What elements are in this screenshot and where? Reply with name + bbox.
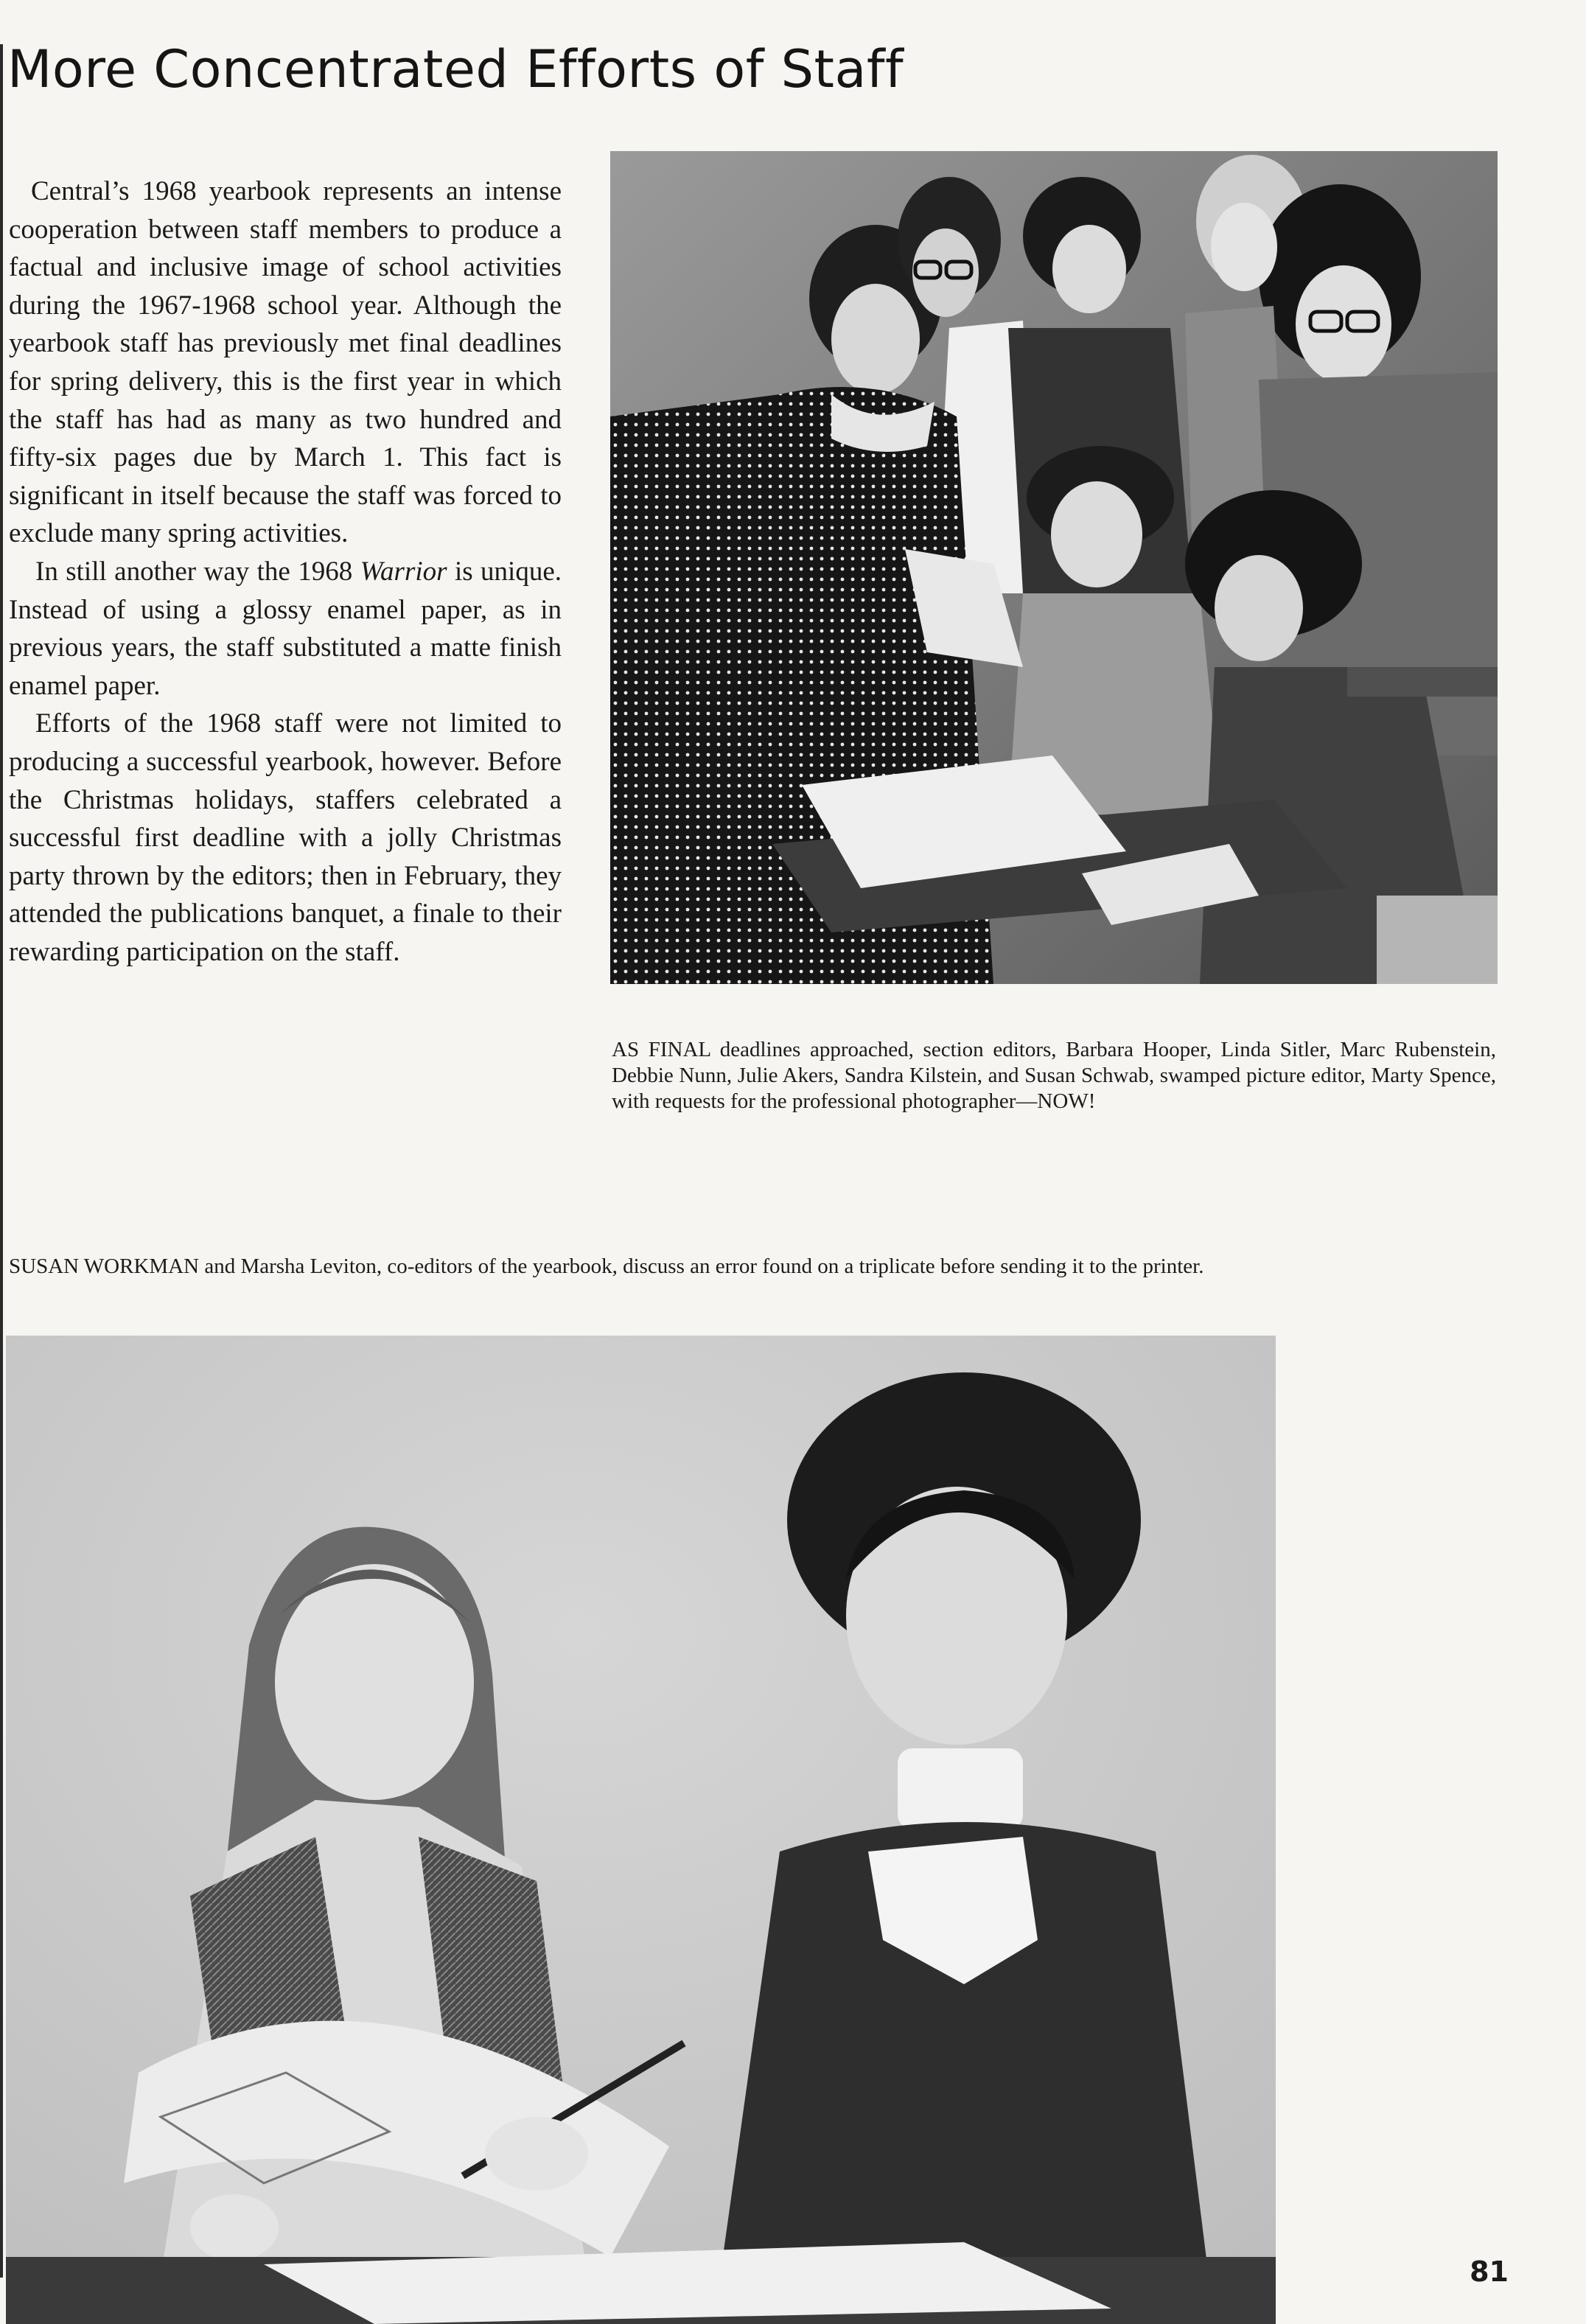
article-paragraph-3: Efforts of the 1968 staff were not limited to producing a successful yearbook, however. Before the Christmas holidays, staffers celebrated a successful first deadline with a jolly Christmas party thrown by the editors; then in February, they attended the publications banquet, a finale to their rewarding participation on the staff. (9, 708, 562, 967)
staff-group-photo (610, 151, 1498, 984)
article-paragraph-2-rest: is unique. Instead of using a glossy enamel paper, as in previous years, the staff substituted a matte finish enamel paper. (9, 556, 562, 701)
page-left-rule (0, 44, 3, 2278)
coeditors-photo (6, 1336, 1276, 2324)
coeditors-photo-caption: SUSAN WORKMAN and Marsha Leviton, co-editors of the yearbook, discuss an error found on a triplicate before sending it to the printer. (9, 1255, 1204, 1278)
page-number: 81 (1470, 2255, 1509, 2288)
page-title: More Concentrated Efforts of Staff (7, 39, 904, 100)
article-paragraph-2-lead: In still another way the 1968 (35, 556, 360, 587)
article-paragraph-2 (9, 553, 562, 705)
article-body (9, 172, 562, 971)
yearbook-name: Warrior (360, 556, 447, 587)
article-paragraph-1: Central’s 1968 yearbook represents an intense cooperation between staff members to produce a factual and inclusive image of school activities during the 1967-1968 school year. Although the yearbook staff has previously met final deadlines for spring delivery, this is the first year in which the staff has had as many as two hundred and fifty-six pages due by March 1. This fact is significant in itself because the staff was forced to exclude many spring activities. (9, 176, 562, 549)
group-photo-caption: AS FINAL deadlines approached, section editors, Barbara Hooper, Linda Sitler, Marc Rubenstein, Debbie Nunn, Julie Akers, Sandra Kilstein, and Susan Schwab, swamped picture editor, Marty Spence, with requests for the professional photographer—NOW! (612, 1038, 1496, 1113)
